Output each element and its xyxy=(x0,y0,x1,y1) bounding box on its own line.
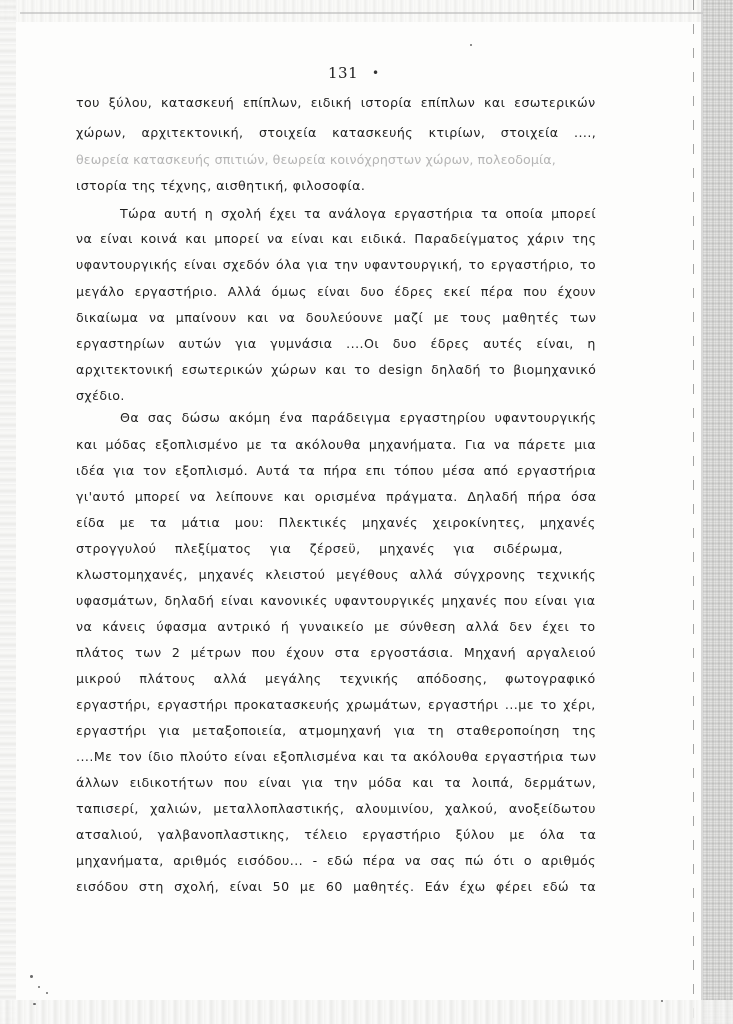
body-line: να είναι κοινά και μπορεί να είναι και ειδικά. Παραδείγματος χάριν της xyxy=(76,231,597,246)
scan-artifact-right-edge xyxy=(701,0,703,1024)
body-line: εργαστήρι, εργαστήρι προκατασκευής χρωμάτων, εργαστήρι ...με το χέρι, xyxy=(76,697,596,712)
body-line: σχέδιο. xyxy=(76,388,125,403)
scan-artifact-left xyxy=(0,0,16,1024)
scan-artifact-right xyxy=(703,0,733,1024)
body-line: ....Με τον ίδιο πλούτο είναι εξοπλισμένα και τα ακόλουθα εργαστήρια των xyxy=(76,749,597,764)
body-line: ατσαλιού, γαλβανοπλαστικης, τέλειο εργαστήριο ξύλου με όλα τα xyxy=(76,827,597,842)
body-line: εισόδου στη σχολή, είναι 50 με 60 μαθητές. Εάν έχω φέρει εδώ τα xyxy=(76,879,597,894)
body-line: πλάτος των 2 μέτρων που έχουν στα εργοστάσια. Μηχανή αργαλειού xyxy=(76,645,597,660)
body-line: γι'αυτό μπορεί να λείπουνε και ορισμένα πράγματα. Δηλαδή πήρα όσα xyxy=(76,489,597,504)
body-line: ταπισερί, χαλιών, μεταλλοπλαστικής, αλουμινίου, χαλκού, ανοξείδωτου xyxy=(76,801,596,816)
scan-speck xyxy=(38,986,40,988)
body-line: υφασμάτων, δηλαδή είναι κανονικές υφαντουργικές μηχανές που είναι για xyxy=(76,593,596,608)
body-line: υφαντουργικής είναι σχεδόν όλα για την υφαντουργική, το εργαστήριο, το xyxy=(76,257,597,272)
scan-speck xyxy=(661,1000,663,1002)
scan-artifact-bottom xyxy=(0,1000,733,1024)
body-line: εργαστηρίων αυτών για γυμνάσια ....Οι δυο έδρες αυτές είναι, η xyxy=(76,336,596,351)
body-line: Θα σας δώσω ακόμη ένα παράδειγμα εργαστηρίου υφαντουργικής xyxy=(120,410,597,425)
body-line: μηχανήματα, αριθμός εισόδου... - εδώ πέρα να σας πώ ότι ο αριθμός xyxy=(76,853,596,868)
body-line: άλλων ειδικοτήτων που είναι για την μόδα και τα λοιπά, δερμάτων, xyxy=(76,775,597,790)
body-line: μικρού πλάτους αλλά μεγάλης τεχνικής απόδοσης, φωτογραφικό xyxy=(76,671,596,686)
body-line: μεγάλο εργαστήριο. Αλλά όμως είναι δυο έδρες εκεί πέρα που έχουν xyxy=(76,284,596,299)
scan-speck xyxy=(470,44,472,46)
page-number-mark: • xyxy=(372,66,380,80)
body-line: να κάνεις ύφασμα αντρικό ή γυναικείο με σύνθεση αλλά δεν έχει το xyxy=(76,619,596,634)
body-line: εργαστήρι για μεταξοποιεία, ατμομηχανή για τη σταθεροποίηση της xyxy=(76,723,597,738)
scan-speck xyxy=(30,975,33,978)
scan-artifact-top-line xyxy=(20,12,710,14)
scan-artifact-top xyxy=(0,0,733,22)
body-line: κλωστομηχανές, μηχανές κλειστού μεγέθους αλλά σύγχρονης τεχνικής xyxy=(76,567,597,582)
body-line: και μόδας εξοπλισμένο με τα ακόλουθα μηχανήματα. Για να πάρετε μια xyxy=(76,437,597,452)
body-line: θεωρεία κατασκευής σπιτιών, θεωρεία κοινόχρηστων χώρων, πολεοδομία, xyxy=(76,152,556,167)
scan-speck xyxy=(33,1003,36,1005)
scan-speck xyxy=(46,992,48,994)
body-line: δικαίωμα να μπαίνουν και να δουλεύουνε μαζί με τους μαθητές των xyxy=(76,310,597,325)
body-line: Τώρα αυτή η σχολή έχει τα ανάλογα εργαστήρια τα οποία μπορεί xyxy=(120,206,597,221)
body-line: χώρων, αρχιτεκτονική, στοιχεία κατασκευής κτιρίων, στοιχεία ...., xyxy=(76,125,597,140)
body-line: είδα με τα μάτια μου: Πλεκτικές μηχανές χειροκίνητες, μηχανές xyxy=(76,515,596,530)
scan-margin-mark xyxy=(693,0,694,1024)
body-line: στρογγυλού πλεξίματος για ζέρσεϋ, μηχανές για σιδέρωμα, xyxy=(76,541,563,556)
body-line: αρχιτεκτονική εσωτερικών χώρων και το design δηλαδή το βιομηχανικό xyxy=(76,362,597,377)
body-line: του ξύλου, κατασκευή επίπλων, ειδική ιστορία επίπλων και εσωτερικών xyxy=(76,95,596,110)
page-number: 131 xyxy=(328,64,359,82)
body-line: ιδέα για τον εξοπλισμό. Αυτά τα πήρα επι τόπου μέσα από εργαστήρια xyxy=(76,463,597,478)
body-line: ιστορία της τέχνης, αισθητική, φιλοσοφία. xyxy=(76,178,366,193)
